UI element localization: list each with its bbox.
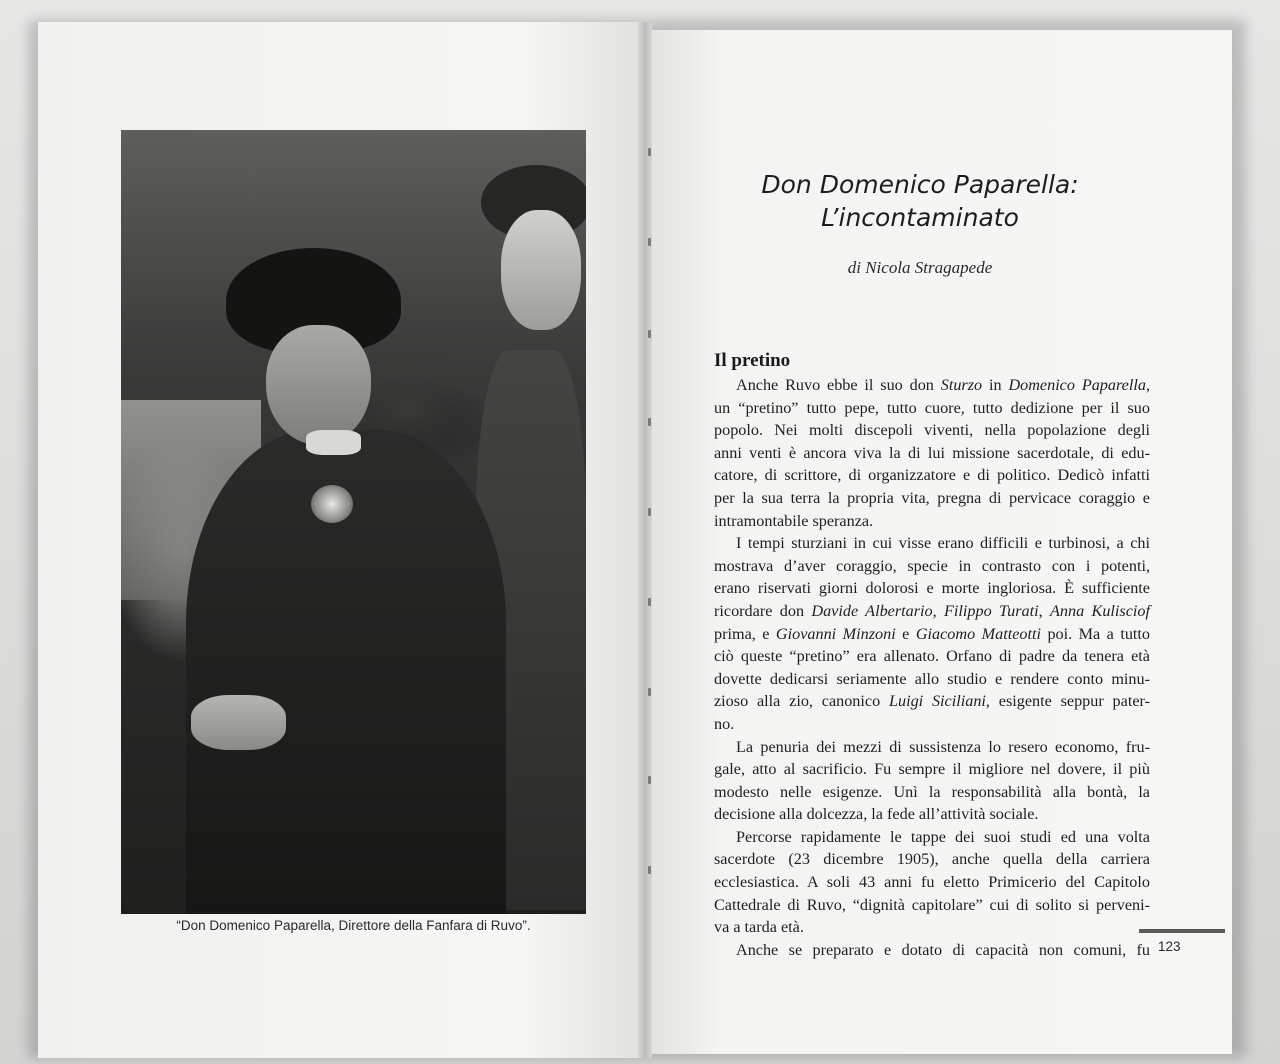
binding-stitch [648,238,651,246]
chapter-author: di Nicola Stragapede [847,258,993,277]
body-line: prima, e Giovanni Minzoni e Giacomo Matteotti poi. Ma a tutto [714,624,1151,643]
body-line: dovette dedicarsi seriamente allo studio e rendere conto minu- [714,669,1150,688]
binding-stitch [648,776,651,784]
chapter-title-line-1: Don Domenico Paparella: [761,170,1079,199]
page-number-rule [1139,929,1225,933]
body-line: anni venti è ancora viva la di lui missione sacerdotale, di edu- [714,443,1150,462]
body-line: popolo. Nei molti discepoli viventi, nella popolazione degli [714,421,1150,440]
priest-face [266,325,371,445]
portrait-photo [121,130,586,914]
italic-name: Domenico Paparella [1008,376,1146,394]
body-line: zioso alla zio, canonico Luigi Siciliani, esigente seppur pater- [714,692,1150,711]
binding-stitch [648,418,651,426]
book-gutter [638,22,652,1058]
photo-caption: “Don Domenico Paparella, Direttore della Fanfara di Ruvo”. [176,918,531,933]
italic-name: Filippo Turati [944,601,1039,620]
body-line: ricordare don Davide Albertario, Filippo Turati, Anna Kulisciof [714,601,1150,620]
body-line: I tempi sturziani in cui visse erano difficili e turbinosi, a chi [736,534,1150,553]
body-line: Percorse rapidamente le tappe dei suoi studi ed una volta [736,827,1150,846]
body-line: modesto nelle esigenze. Unì la responsabilità alla bontà, la [714,782,1150,801]
body-line: catore, di scrittore, di organizzatore e di politico. Dedicò infatti [714,466,1150,485]
body-line: mostrava d’aver coraggio, specie in contrasto con i potenti, [714,556,1150,575]
body-text [714,374,1150,961]
body-line: va a tarda età. [714,918,804,937]
italic-name: Luigi Siciliani [888,692,986,711]
body-line: Anche se preparato e dotato di capacità non comuni, fu [736,940,1150,959]
body-line: no. [714,714,735,733]
italic-name: Davide Albertario [811,601,933,620]
body-line: sacerdote (23 dicembre 1905), anche quella della carriera [714,850,1150,869]
body-line: intramontabile speranza. [714,511,874,530]
binding-stitch [648,598,651,606]
italic-name: Giacomo Matteotti [915,624,1041,643]
body-line: decisione alla dolcezza, la fede all’attività sociale. [714,805,1039,824]
priest-hand [191,695,286,750]
body-line: per la sua terra la propria vita, pregna di pervicace coraggio e [714,488,1150,507]
italic-name: Sturzo [940,376,983,394]
binding-stitch [648,688,651,696]
body-line: ecclesiastica. A soli 43 anni fu eletto Primicerio del Capitolo [714,873,1150,892]
italic-name: Anna Kulisciof [1050,601,1150,620]
section-heading: Il pretino [714,350,791,371]
body-line: ciò queste “pretino” era allenato. Orfano di padre da tenera età [714,647,1150,666]
page-number: 123 [1158,939,1181,954]
binding-stitch [648,330,651,338]
body-line: La penuria dei mezzi di sussistenza lo resero economo, fru- [736,737,1150,756]
italic-name: Giovanni Minzoni [775,624,896,643]
child-face [501,210,581,330]
priest-collar [306,430,361,455]
body-line: Anche Ruvo ebbe il suo don Sturzo in Domenico Paparella, [736,376,1151,394]
chapter-title-line-2: L’incontaminato [821,203,1019,232]
binding-stitch [648,508,651,516]
body-line: un “pretino” tutto pepe, tutto cuore, tutto dedizione per il suo [714,398,1150,417]
lapel-flower [311,485,353,523]
binding-stitch [648,148,651,156]
body-line: gale, atto al sacrificio. Fu sempre il migliore nel dovere, il più [714,760,1150,779]
chapter-title [700,168,1140,234]
binding-stitch [648,866,651,874]
body-line: Cattedrale di Ruvo, “dignità capitolare” cui di solito si perveni- [714,895,1150,914]
body-line: erano riservati giorni dolorosi e morte ingloriosa. È sufficiente [714,579,1150,598]
